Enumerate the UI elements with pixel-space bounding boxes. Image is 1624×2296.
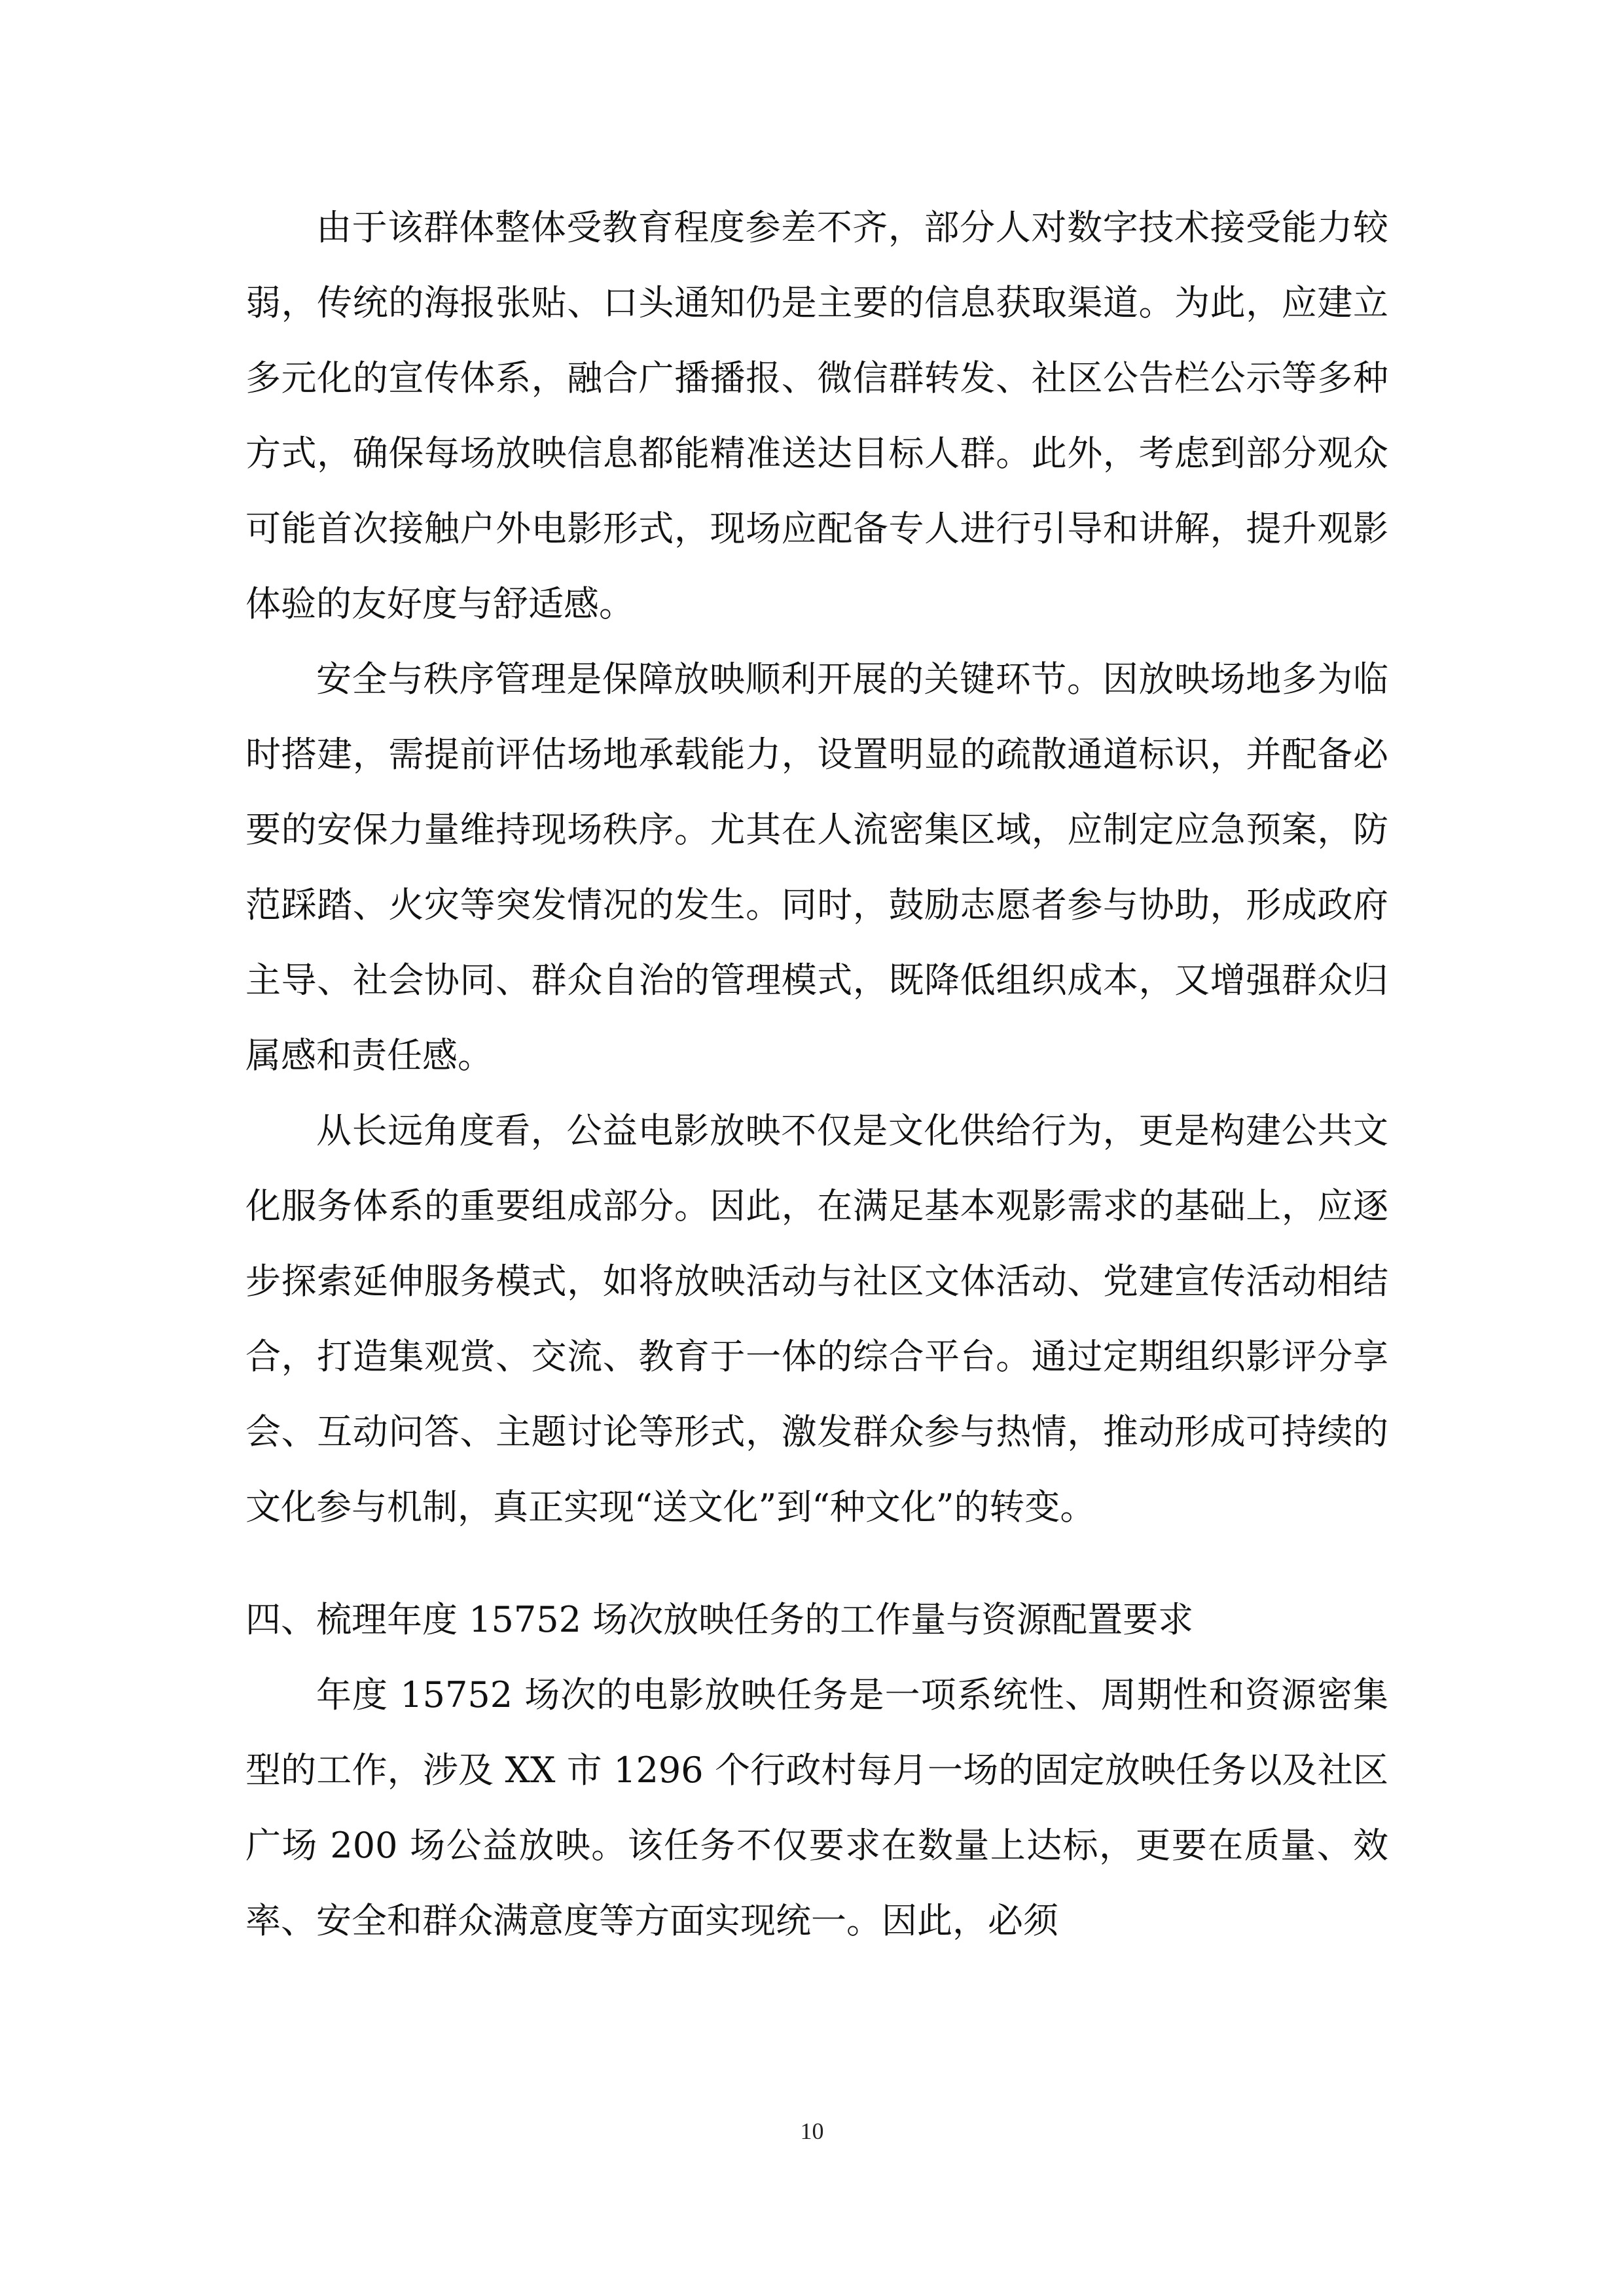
paragraph-long-term-view: 从长远角度看，公益电影放映不仅是文化供给行为，更是构建公共文化服务体系的重要组成部分。因此，在满足基本观影需求的基础上，应逐步探索延伸服务模式，如将放映活动与社区文体活动、党建宣传活动相结合，打造集观赏、交流、教育于一体的综合平台。通过定期组织影评分享会、互动问答、主题讨论等形式，激发群众参与热情，推动形成可持续的文化参与机制，真正实现“送文化”到“种文化”的转变。 xyxy=(245,1110,1388,1528)
paragraph-annual-task: 年度 15752 场次的电影放映任务是一项系统性、周期性和资源密集型的工作，涉及 XX 市 1296 个行政村每月一场的固定放映任务以及社区广场 200 场公益放映。该任务不仅要求在数量上达标，更要在质量、效率、安全和群众满意度等方面实现统一。因此，必须 xyxy=(245,1674,1388,1941)
body-text xyxy=(245,190,1388,1958)
paragraph-safety-management: 安全与秩序管理是保障放映顺利开展的关键环节。因放映场地多为临时搭建，需提前评估场地承载能力，设置明显的疏散通道标识，并配备必要的安保力量维持现场秩序。尤其在人流密集区域，应制定应急预案，防范踩踏、火灾等突发情况的发生。同时，鼓励志愿者参与协助，形成政府主导、社会协同、群众自治的管理模式，既降低组织成本，又增强群众归属感和责任感。 xyxy=(245,658,1388,1076)
page-number: 10 xyxy=(800,2118,824,2144)
section-heading: 四、梳理年度 15752 场次放映任务的工作量与资源配置要求 xyxy=(245,1599,1194,1640)
paragraph-audience-outreach: 由于该群体整体受教育程度参差不齐，部分人对数字技术接受能力较弱，传统的海报张贴、口头通知仍是主要的信息获取渠道。为此，应建立多元化的宣传体系，融合广播播报、微信群转发、社区公告栏公示等多种方式，确保每场放映信息都能精准送达目标人群。此外，考虑到部分观众可能首次接触户外电影形式，现场应配备专人进行引导和讲解，提升观影体验的友好度与舒适感。 xyxy=(245,207,1388,624)
